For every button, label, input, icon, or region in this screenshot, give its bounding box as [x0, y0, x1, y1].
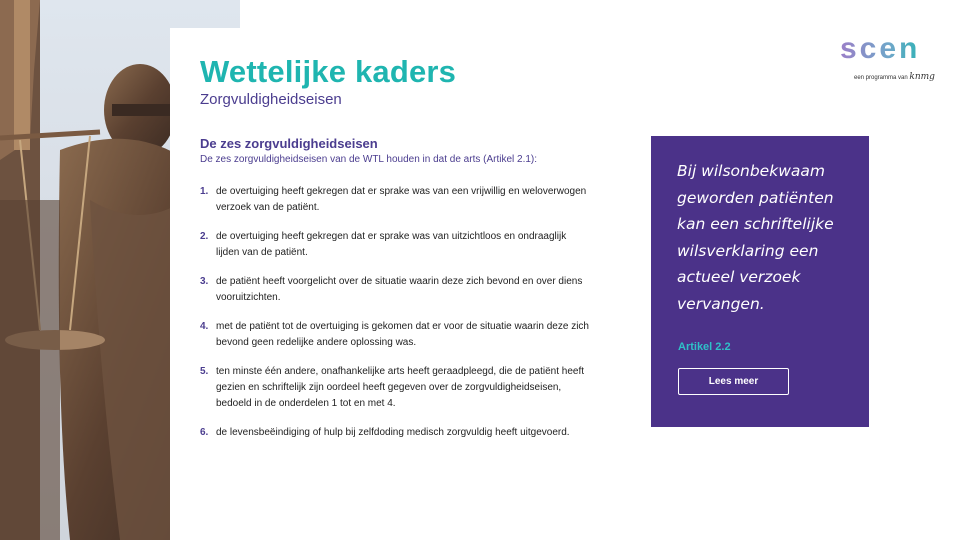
criteria-item — [200, 425, 590, 441]
criteria-text: de patiënt heeft voorgelicht over de situatie waarin deze zich bevond en over diens vooruitzichten. — [216, 276, 583, 303]
criteria-number: 5. — [200, 366, 209, 377]
criteria-text: de overtuiging heeft gekregen dat er sprake was van een vrijwillig en weloverwogen verzoek van de patiënt. — [216, 186, 587, 213]
callout-box — [651, 136, 869, 427]
page-subtitle: Zorgvuldigheidseisen — [200, 91, 342, 108]
section-heading: De zes zorgvuldigheidseisen — [200, 136, 378, 151]
criteria-number: 2. — [200, 231, 209, 242]
criteria-number: 4. — [200, 321, 209, 332]
logo-tagline-prefix: een programma van — [854, 75, 908, 81]
criteria-item — [200, 229, 590, 261]
callout-reference: Artikel 2.2 — [678, 341, 731, 353]
criteria-item — [200, 364, 590, 412]
logo-tagline — [854, 72, 935, 82]
criteria-number: 3. — [200, 276, 209, 287]
criteria-number: 1. — [200, 186, 209, 197]
callout-text: Bij wilsonbekwaam geworden patiënten kan een schriftelijke wilsverklaring een actueel verzoek vervangen. — [677, 162, 834, 313]
criteria-number: 6. — [200, 427, 209, 438]
scen-logo — [840, 32, 935, 82]
logo-wordmark: scen — [840, 34, 930, 64]
criteria-text: met de patiënt tot de overtuiging is gekomen dat er voor de situatie waarin deze zich bevond geen redelijke andere oplossing was. — [216, 321, 589, 348]
lees-meer-button[interactable]: Lees meer — [678, 368, 789, 395]
criteria-item — [200, 319, 590, 351]
page-title: Wettelijke kaders — [200, 54, 457, 89]
criteria-text: de overtuiging heeft gekregen dat er sprake was van uitzichtloos en ondraaglijk lijden van de patiënt. — [216, 231, 567, 258]
criteria-text: de levensbeëindiging of hulp bij zelfdoding medisch zorgvuldig heeft uitgevoerd. — [216, 427, 570, 438]
criteria-text: ten minste één andere, onafhankelijke arts heeft geraadpleegd, die de patiënt heeft gezien en schriftelijk zijn oordeel heeft gegeven over de zorgvuldigheidseisen, bedoeld in de onderdelen 1 tot en met 4. — [216, 366, 585, 409]
knmg-logo: knmg — [909, 72, 935, 82]
criteria-item — [200, 184, 590, 216]
criteria-list — [200, 184, 590, 441]
criteria-item — [200, 274, 590, 306]
section-intro: De zes zorgvuldigheidseisen van de WTL houden in dat de arts (Artikel 2.1): — [200, 154, 538, 165]
